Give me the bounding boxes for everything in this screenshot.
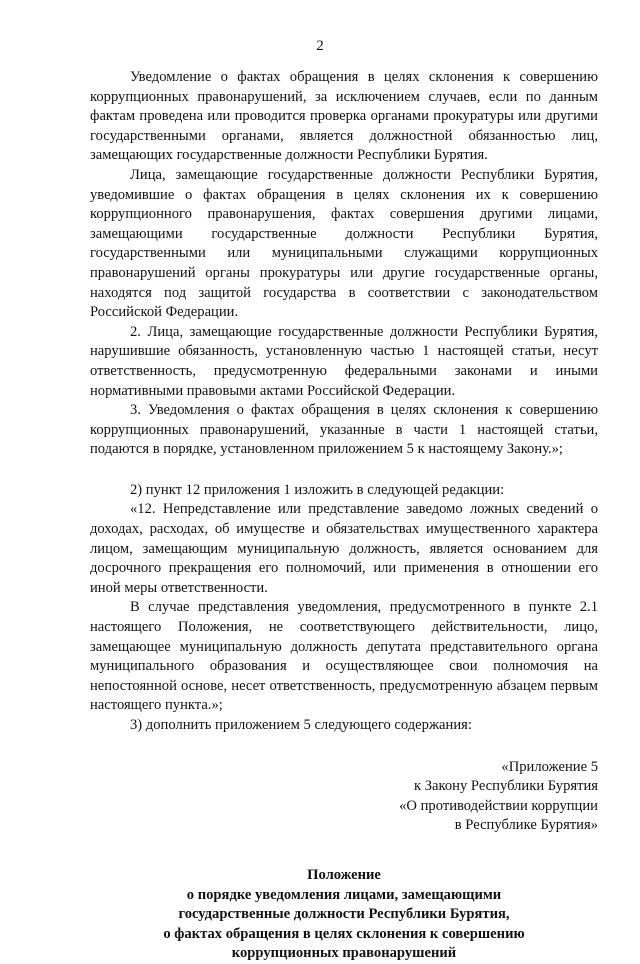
paragraph-notification-duty: Уведомление о фактах обращения в целях склонения к совершению коррупционных правонарушений, за исключением случаев, если по данным фактам проведена или проводится проверка органами прокуратуры или другими государственными органами, является должностной обязанностью лиц, замещающих государственные должности Республики Бурятия. (90, 69, 598, 164)
paragraph-submission-procedure: 3. Уведомления о фактах обращения в целях склонения к совершению коррупционных правонарушений, указанные в части 1 настоящей статьи, подаются в порядке, установленном приложением 5 к настоящему Закону.»; (90, 402, 598, 458)
title-line: коррупционных правонарушений (231, 945, 457, 962)
appendix-header (90, 758, 598, 836)
title-line: о фактах обращения в целях склонения к совершению (163, 925, 525, 942)
appendix-line: к Закону Республики Бурятия (413, 778, 598, 795)
paragraph-liability: 2. Лица, замещающие государственные должности Республики Бурятия, нарушившие обязанность, установленную частью 1 настоящей статьи, несут ответственность, предусмотренную федеральными законами и иными нормативными правовыми актами Российской Федерации. (90, 323, 598, 399)
paragraph-amendment-item-3: 3) дополнить приложением 5 следующего содержания: (130, 717, 472, 733)
regulation-title (90, 866, 598, 964)
title-line: Положение (307, 866, 381, 883)
title-line: о порядке уведомления лицами, замещающими (186, 886, 502, 903)
appendix-line: в Республике Бурятия» (454, 817, 598, 834)
appendix-line: «О противодействии коррупции (399, 797, 598, 814)
document-body (90, 68, 598, 964)
paragraph-notification-case: В случае представления уведомления, предусмотренного в пункте 2.1 настоящего Положения, не соответствующего действительности, лицо, замещающее муниципальную должность депутата представительного органа муниципального образования и осуществляющее свои полномочия на непостоянной основе, несет ответственность, предусмотренную абзацем первым настоящего пункта.»; (90, 599, 598, 714)
paragraph-amendment-item-2: 2) пункт 12 приложения 1 изложить в следующей редакции: (130, 481, 505, 498)
paragraph-item-12: «12. Непредставление или представление заведомо ложных сведений о доходах, расходах, об имуществе и обязательствах имущественного характера лицом, замещающим муниципальную должность, является основанием для досрочного прекращения его полномочий, или применения в отношении его иной меры ответственности. (90, 501, 598, 596)
title-line: государственные должности Республики Бурятия, (178, 906, 510, 923)
appendix-line: «Приложение 5 (501, 758, 598, 775)
page-number: 2 (316, 38, 324, 54)
paragraph-state-protection: Лица, замещающие государственные должности Республики Бурятия, уведомившие о фактах обращения в целях склонения их к совершению коррупционного правонарушения, фактах совершения другими лицами, замещающими государственные должности Республики Бурятия, государственными или муниципальными служащими коррупционных правонарушений органы прокуратуры или другие государственные органы, находятся под защитой государства в соответствии с законодательством Российской Федерации. (90, 166, 598, 321)
